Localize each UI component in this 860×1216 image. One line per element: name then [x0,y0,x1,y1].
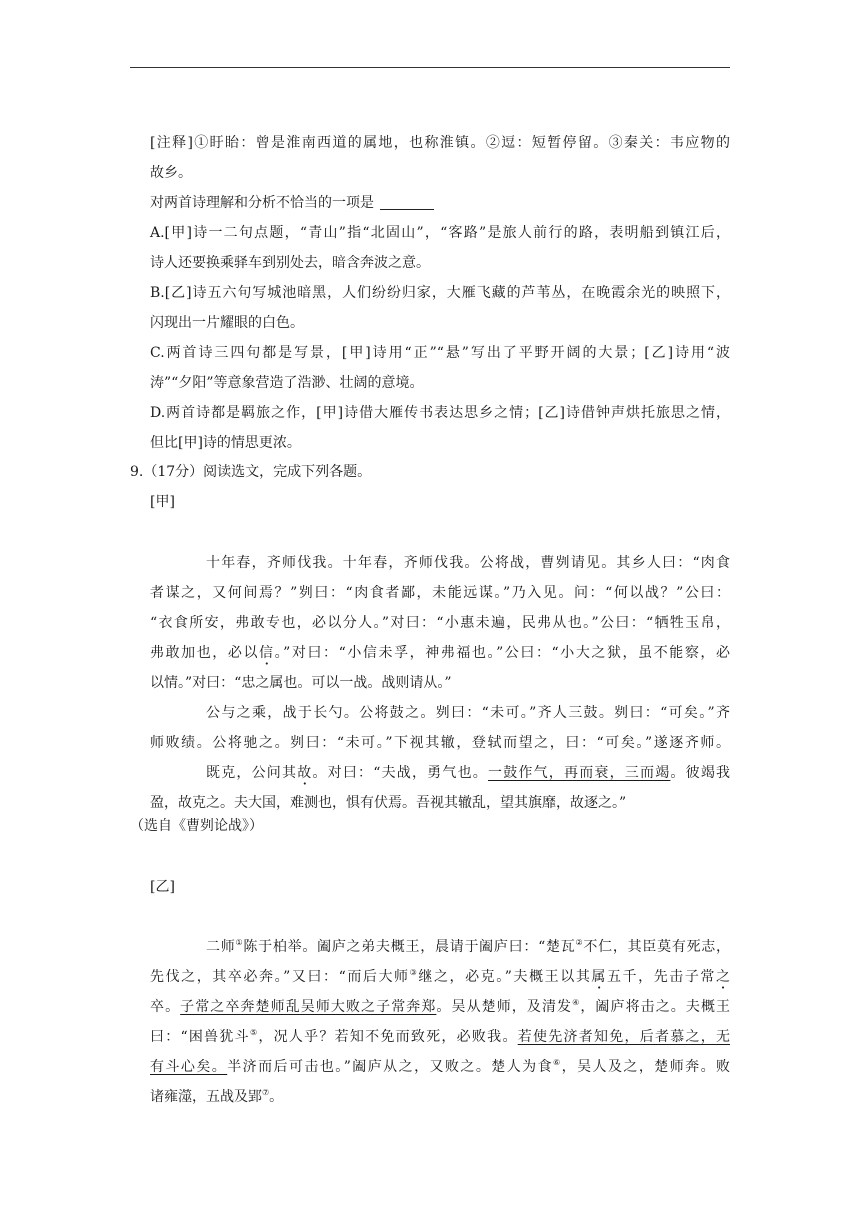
yi-line-6-part-b: 。 [269,1089,284,1105]
underlined-sentence-3a: 若使先济者知免，后者慕之，无 [517,1029,731,1045]
jia-line-2: 者谋之，又何间焉？”刿曰：“肉食者鄙，未能远谋。”乃入见。问：“何以战？”公曰： [150,585,730,601]
yi-line-2-part-c: 五千，先击子常 [606,969,716,985]
jia-line-4-part-a: 弗敢加也，必以 [150,645,260,661]
underlined-sentence-1: 一鼓作气，再而衰，三而竭 [488,765,671,781]
yi-line-3-part-c: ，阖庐将击之。夫概王 [580,999,731,1015]
footnote-mark-4: ④ [572,998,581,1007]
yi-line-2-part-b: 继之，必克。”夫概王以其 [418,969,592,985]
dotted-word-gu: 故 [297,765,313,781]
passage-jia-label: [甲] [150,494,175,510]
yi-line-1-part-c: 不仁，其臣莫有死志， [583,939,731,955]
dotted-word-xin: 信 [259,645,275,661]
jia-source: （选自《曹刿论战》） [130,818,263,834]
footnote-mark-1: ① [235,938,244,947]
note-line-2: 故乡。 [150,165,192,181]
yi-line-4-part-a: 曰：“困兽犹斗 [150,1029,250,1045]
question-8-prompt-text: 对两首诗理解和分析不恰当的一项是 [150,195,374,211]
footnote-mark-2: ② [575,938,584,947]
jia-line-6: 公与之乘，战于长勺。公将鼓之。刿曰：“未可。”齐人三鼓。刿曰：“可矣。”齐 [206,705,730,721]
yi-line-3-part-a: 卒。 [150,999,181,1015]
jia-line-4 [150,643,730,663]
yi-line-3-part-b: 。吴从楚师，及清发 [436,999,573,1015]
jia-line-9: 盈，故克之。夫大国，难测也，惧有伏焉。吾视其辙乱，望其旗靡，故逐之。” [150,795,627,811]
yi-line-3 [150,997,730,1017]
question-9-heading: 9.（17分）阅读选文，完成下列各题。 [130,464,372,480]
yi-line-5-part-a: 半济而后可击也。”阖庐从之，又败之。楚人为食 [227,1059,554,1075]
answer-blank [380,195,434,210]
jia-line-5: 以情。”对曰：“忠之属也。可以一战。战则请从。” [150,675,452,691]
jia-line-8-part-b: 。对曰：“夫战，勇气也。 [312,765,488,781]
jia-line-8-part-a: 既克，公问其 [206,765,298,781]
option-c-line-2: 涛”“夕阳”等意象营造了浩渺、壮阔的意境。 [150,375,424,391]
yi-line-6-part-a: 诸雍澨，五战及郢 [150,1089,262,1105]
yi-line-4-part-b: ，况人乎？若知不免而致死，必败我。 [258,1029,518,1045]
jia-line-1: 十年春，齐师伐我。十年春，齐师伐我。公将战，曹刿请见。其乡人曰：“肉食 [206,555,730,571]
yi-line-2 [150,967,730,987]
option-b-line-1: B.[乙]诗五六句写城池暗黑，人们纷纷归家，大雁飞藏的芦苇丛，在晚霞余光的映照下， [150,285,730,301]
dotted-word-shu: 属 [591,969,607,985]
jia-line-8-part-c: 。彼竭我 [670,765,731,781]
yi-line-5 [150,1057,730,1077]
yi-line-1-part-b: 陈于柏举。阖庐之弟夫概王，晨请于阖庐曰：“楚瓦 [243,939,576,955]
note-line-1: [注释]①盱眙：曾是淮南西道的属地，也称淮镇。②逗：短暂停留。③秦关：韦应物的 [150,135,730,151]
option-d-line-2: 但比[甲]诗的情思更浓。 [150,435,301,451]
footnote-mark-6: ⑥ [553,1058,562,1067]
header-rule [130,67,730,68]
jia-line-3: “衣食所安，弗敢专也，必以分人。”对曰：“小惠未遍，民弗从也。”公曰：“牺牲玉帛， [150,615,730,631]
jia-line-4-part-b: 。”对曰：“小信未孚，神弗福也。”公曰：“小大之狱，虽不能察，必 [274,645,730,661]
option-b-line-2: 闪现出一片耀眼的白色。 [150,315,304,331]
footnote-mark-7: ⑦ [262,1088,270,1097]
question-8-prompt [150,193,434,213]
underlined-sentence-2: 子常之卒奔楚师乱吴师大败之子常奔郑 [180,999,437,1015]
jia-line-7: 师败绩。公将驰之。刿曰：“未可。”下视其辙，登轼而望之，曰：“可矣。”遂逐齐师。 [150,735,730,751]
option-d-line-1: D.两首诗都是羁旅之作，[甲]诗借大雁传书表达思乡之情；[乙]诗借钟声烘托旅思之情， [150,405,730,421]
yi-line-4 [150,1027,730,1047]
yi-line-1 [206,937,730,957]
passage-yi-label: [乙] [150,879,175,895]
dotted-word-zhi: 之 [716,969,730,985]
option-c-line-1: C.两首诗三四句都是写景，[甲]诗用“正”“悬”写出了平野开阔的大景；[乙]诗用“波 [150,345,730,361]
yi-line-5-part-b: ，吴人及之，楚师奔。败 [561,1059,731,1075]
yi-line-1-part-a: 二师 [206,939,236,955]
footnote-mark-5: ⑤ [249,1028,259,1037]
jia-line-8 [206,763,730,783]
option-a-line-1: A.[甲]诗一二句点题，“青山”指“北固山”，“客路”是旅人前行的路，表明船到镇江后， [150,225,730,241]
yi-line-2-part-a: 先伐之，其卒必奔。”又曰：“而后大师 [150,969,410,985]
option-a-line-2: 诗人还要换乘驿车到别处去，暗含奔波之意。 [150,255,430,271]
footnote-mark-3: ③ [409,968,419,977]
underlined-sentence-3b: 有斗心矣。 [150,1059,228,1075]
yi-line-6 [150,1087,283,1107]
